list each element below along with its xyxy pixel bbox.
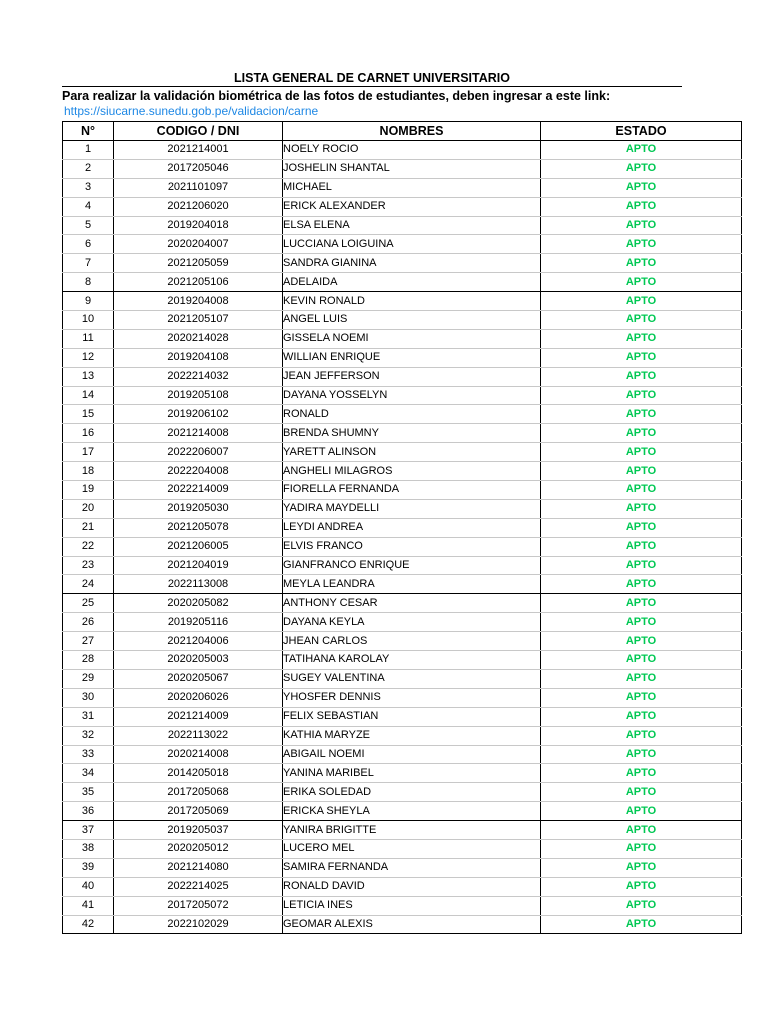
- row-name: YARETT ALINSON: [283, 443, 541, 462]
- row-number: 34: [63, 764, 114, 783]
- table-row: [63, 254, 742, 273]
- row-code: 2017205069: [114, 802, 283, 821]
- header-code: CODIGO / DNI: [114, 122, 283, 141]
- row-number: 40: [63, 877, 114, 896]
- row-code: 2022214025: [114, 877, 283, 896]
- table-row: [63, 178, 742, 197]
- row-status: APTO: [541, 821, 742, 840]
- row-code: 2021205078: [114, 518, 283, 537]
- table-row: [63, 443, 742, 462]
- row-name: KATHIA MARYZE: [283, 726, 541, 745]
- row-code: 2021214080: [114, 858, 283, 877]
- table-row: [63, 292, 742, 311]
- row-number: 13: [63, 367, 114, 386]
- row-number: 7: [63, 254, 114, 273]
- row-name: ADELAIDA: [283, 273, 541, 292]
- row-number: 29: [63, 669, 114, 688]
- row-status: APTO: [541, 764, 742, 783]
- row-code: 2019204008: [114, 292, 283, 311]
- table-row: [63, 669, 742, 688]
- row-status: APTO: [541, 405, 742, 424]
- table-row: [63, 424, 742, 443]
- row-name: ELSA ELENA: [283, 216, 541, 235]
- row-number: 16: [63, 424, 114, 443]
- header-number: N°: [63, 122, 114, 141]
- row-name: RONALD: [283, 405, 541, 424]
- row-code: 2022113022: [114, 726, 283, 745]
- row-name: JOSHELIN SHANTAL: [283, 159, 541, 178]
- row-name: ERICKA SHEYLA: [283, 802, 541, 821]
- row-name: DAYANA YOSSELYN: [283, 386, 541, 405]
- row-number: 26: [63, 613, 114, 632]
- row-number: 38: [63, 839, 114, 858]
- row-number: 25: [63, 594, 114, 613]
- row-status: APTO: [541, 499, 742, 518]
- row-code: 2021214001: [114, 141, 283, 160]
- row-status: APTO: [541, 216, 742, 235]
- row-status: APTO: [541, 877, 742, 896]
- row-code: 2019206102: [114, 405, 283, 424]
- row-name: YHOSFER DENNIS: [283, 688, 541, 707]
- row-status: APTO: [541, 802, 742, 821]
- row-name: DAYANA KEYLA: [283, 613, 541, 632]
- table-row: [63, 405, 742, 424]
- table-row: [63, 915, 742, 934]
- header-status: ESTADO: [541, 122, 742, 141]
- row-number: 31: [63, 707, 114, 726]
- row-name: YADIRA MAYDELLI: [283, 499, 541, 518]
- row-name: JHEAN CARLOS: [283, 632, 541, 651]
- table-row: [63, 197, 742, 216]
- row-name: SANDRA GIANINA: [283, 254, 541, 273]
- row-status: APTO: [541, 462, 742, 481]
- row-number: 22: [63, 537, 114, 556]
- row-code: 2014205018: [114, 764, 283, 783]
- row-number: 21: [63, 518, 114, 537]
- row-name: ERICK ALEXANDER: [283, 197, 541, 216]
- row-code: 2022204008: [114, 462, 283, 481]
- row-name: LEYDI ANDREA: [283, 518, 541, 537]
- row-number: 23: [63, 556, 114, 575]
- row-number: 14: [63, 386, 114, 405]
- table-row: [63, 499, 742, 518]
- row-name: FELIX SEBASTIAN: [283, 707, 541, 726]
- row-status: APTO: [541, 745, 742, 764]
- row-status: APTO: [541, 537, 742, 556]
- table-row: [63, 367, 742, 386]
- row-code: 2021204019: [114, 556, 283, 575]
- row-number: 30: [63, 688, 114, 707]
- row-status: APTO: [541, 443, 742, 462]
- row-status: APTO: [541, 481, 742, 500]
- row-name: RONALD DAVID: [283, 877, 541, 896]
- validation-link[interactable]: https://siucarne.sunedu.gob.pe/validacion/carne: [64, 104, 319, 118]
- row-status: APTO: [541, 367, 742, 386]
- row-name: YANIRA BRIGITTE: [283, 821, 541, 840]
- row-status: APTO: [541, 292, 742, 311]
- table-row: [63, 651, 742, 670]
- row-code: 2022214009: [114, 481, 283, 500]
- row-code: 2020214008: [114, 745, 283, 764]
- row-number: 32: [63, 726, 114, 745]
- row-status: APTO: [541, 386, 742, 405]
- instruction-text: Para realizar la validación biométrica de las fotos de estudiantes, deben ingresar a este link:: [62, 89, 611, 103]
- row-code: 2017205072: [114, 896, 283, 915]
- row-number: 2: [63, 159, 114, 178]
- row-status: APTO: [541, 915, 742, 934]
- table-row: [63, 688, 742, 707]
- row-number: 39: [63, 858, 114, 877]
- row-status: APTO: [541, 197, 742, 216]
- table-row: [63, 613, 742, 632]
- row-number: 10: [63, 311, 114, 330]
- row-number: 24: [63, 575, 114, 594]
- row-status: APTO: [541, 329, 742, 348]
- row-code: 2019205037: [114, 821, 283, 840]
- row-number: 9: [63, 292, 114, 311]
- row-name: ANGEL LUIS: [283, 311, 541, 330]
- table-row: [63, 877, 742, 896]
- row-status: APTO: [541, 575, 742, 594]
- row-name: FIORELLA FERNANDA: [283, 481, 541, 500]
- row-status: APTO: [541, 556, 742, 575]
- row-code: 2020206026: [114, 688, 283, 707]
- row-name: GIANFRANCO ENRIQUE: [283, 556, 541, 575]
- row-code: 2022113008: [114, 575, 283, 594]
- table-row: [63, 348, 742, 367]
- row-name: GEOMAR ALEXIS: [283, 915, 541, 934]
- row-code: 2020214028: [114, 329, 283, 348]
- row-name: MEYLA LEANDRA: [283, 575, 541, 594]
- row-code: 2017205046: [114, 159, 283, 178]
- table-row: [63, 896, 742, 915]
- row-status: APTO: [541, 651, 742, 670]
- row-number: 41: [63, 896, 114, 915]
- row-number: 11: [63, 329, 114, 348]
- row-status: APTO: [541, 783, 742, 802]
- row-status: APTO: [541, 141, 742, 160]
- row-number: 3: [63, 178, 114, 197]
- table-row: [63, 839, 742, 858]
- table-row: [63, 575, 742, 594]
- row-status: APTO: [541, 688, 742, 707]
- table-row: [63, 386, 742, 405]
- row-number: 33: [63, 745, 114, 764]
- row-status: APTO: [541, 726, 742, 745]
- row-name: MICHAEL: [283, 178, 541, 197]
- row-name: JEAN JEFFERSON: [283, 367, 541, 386]
- page-title: LISTA GENERAL DE CARNET UNIVERSITARIO: [234, 71, 510, 85]
- row-code: 2019205116: [114, 613, 283, 632]
- instruction-row: [62, 86, 682, 105]
- row-number: 35: [63, 783, 114, 802]
- row-number: 36: [63, 802, 114, 821]
- table-row: [63, 556, 742, 575]
- row-status: APTO: [541, 159, 742, 178]
- row-status: APTO: [541, 669, 742, 688]
- row-code: 2021205059: [114, 254, 283, 273]
- table-row: [63, 235, 742, 254]
- row-code: 2022102029: [114, 915, 283, 934]
- row-name: WILLIAN ENRIQUE: [283, 348, 541, 367]
- row-name: KEVIN RONALD: [283, 292, 541, 311]
- row-name: LUCCIANA LOIGUINA: [283, 235, 541, 254]
- table-row: [63, 764, 742, 783]
- row-status: APTO: [541, 254, 742, 273]
- row-code: 2021206005: [114, 537, 283, 556]
- row-code: 2021206020: [114, 197, 283, 216]
- row-status: APTO: [541, 178, 742, 197]
- row-name: YANINA MARIBEL: [283, 764, 541, 783]
- row-status: APTO: [541, 707, 742, 726]
- row-number: 37: [63, 821, 114, 840]
- row-code: 2021214009: [114, 707, 283, 726]
- row-status: APTO: [541, 348, 742, 367]
- row-status: APTO: [541, 632, 742, 651]
- row-number: 5: [63, 216, 114, 235]
- table-row: [63, 632, 742, 651]
- row-code: 2021205107: [114, 311, 283, 330]
- row-code: 2020205067: [114, 669, 283, 688]
- table-row: [63, 481, 742, 500]
- row-code: 2019204108: [114, 348, 283, 367]
- row-name: BRENDA SHUMNY: [283, 424, 541, 443]
- row-code: 2022214032: [114, 367, 283, 386]
- row-name: SAMIRA FERNANDA: [283, 858, 541, 877]
- row-number: 6: [63, 235, 114, 254]
- row-code: 2021214008: [114, 424, 283, 443]
- row-name: ABIGAIL NOEMI: [283, 745, 541, 764]
- row-name: ERIKA SOLEDAD: [283, 783, 541, 802]
- row-name: LUCERO MEL: [283, 839, 541, 858]
- table-row: [63, 858, 742, 877]
- row-number: 18: [63, 462, 114, 481]
- row-code: 2020205012: [114, 839, 283, 858]
- row-name: ANTHONY CESAR: [283, 594, 541, 613]
- row-code: 2020205082: [114, 594, 283, 613]
- row-number: 8: [63, 273, 114, 292]
- row-name: GISSELA NOEMI: [283, 329, 541, 348]
- table-row: [63, 802, 742, 821]
- table-row: [63, 311, 742, 330]
- table-row: [63, 329, 742, 348]
- row-status: APTO: [541, 858, 742, 877]
- row-code: 2020205003: [114, 651, 283, 670]
- row-status: APTO: [541, 235, 742, 254]
- row-code: 2019205108: [114, 386, 283, 405]
- table-row: [63, 745, 742, 764]
- table-row: [63, 726, 742, 745]
- row-number: 19: [63, 481, 114, 500]
- row-number: 4: [63, 197, 114, 216]
- row-name: ANGHELI MILAGROS: [283, 462, 541, 481]
- table-row: [63, 141, 742, 160]
- table-row: [63, 537, 742, 556]
- table-row: [63, 783, 742, 802]
- table-row: [63, 821, 742, 840]
- row-status: APTO: [541, 273, 742, 292]
- row-number: 42: [63, 915, 114, 934]
- row-status: APTO: [541, 896, 742, 915]
- table-row: [63, 594, 742, 613]
- row-name: LETICIA INES: [283, 896, 541, 915]
- row-status: APTO: [541, 594, 742, 613]
- row-number: 28: [63, 651, 114, 670]
- table-row: [63, 518, 742, 537]
- row-code: 2022206007: [114, 443, 283, 462]
- table-row: [63, 159, 742, 178]
- row-status: APTO: [541, 311, 742, 330]
- row-code: 2021204006: [114, 632, 283, 651]
- student-table: [62, 121, 742, 934]
- row-number: 1: [63, 141, 114, 160]
- row-number: 12: [63, 348, 114, 367]
- row-code: 2020204007: [114, 235, 283, 254]
- row-number: 15: [63, 405, 114, 424]
- row-number: 17: [63, 443, 114, 462]
- table-body: [63, 141, 742, 934]
- row-status: APTO: [541, 424, 742, 443]
- row-code: 2019204018: [114, 216, 283, 235]
- row-code: 2019205030: [114, 499, 283, 518]
- row-number: 20: [63, 499, 114, 518]
- row-code: 2021205106: [114, 273, 283, 292]
- row-number: 27: [63, 632, 114, 651]
- row-name: SUGEY VALENTINA: [283, 669, 541, 688]
- table-row: [63, 707, 742, 726]
- row-status: APTO: [541, 613, 742, 632]
- row-code: 2021101097: [114, 178, 283, 197]
- header-row: [63, 122, 742, 141]
- table-row: [63, 462, 742, 481]
- row-status: APTO: [541, 518, 742, 537]
- row-status: APTO: [541, 839, 742, 858]
- table-row: [63, 216, 742, 235]
- row-code: 2017205068: [114, 783, 283, 802]
- header-names: NOMBRES: [283, 122, 541, 141]
- row-name: ELVIS FRANCO: [283, 537, 541, 556]
- row-name: NOELY ROCIO: [283, 141, 541, 160]
- row-name: TATIHANA KAROLAY: [283, 651, 541, 670]
- table-row: [63, 273, 742, 292]
